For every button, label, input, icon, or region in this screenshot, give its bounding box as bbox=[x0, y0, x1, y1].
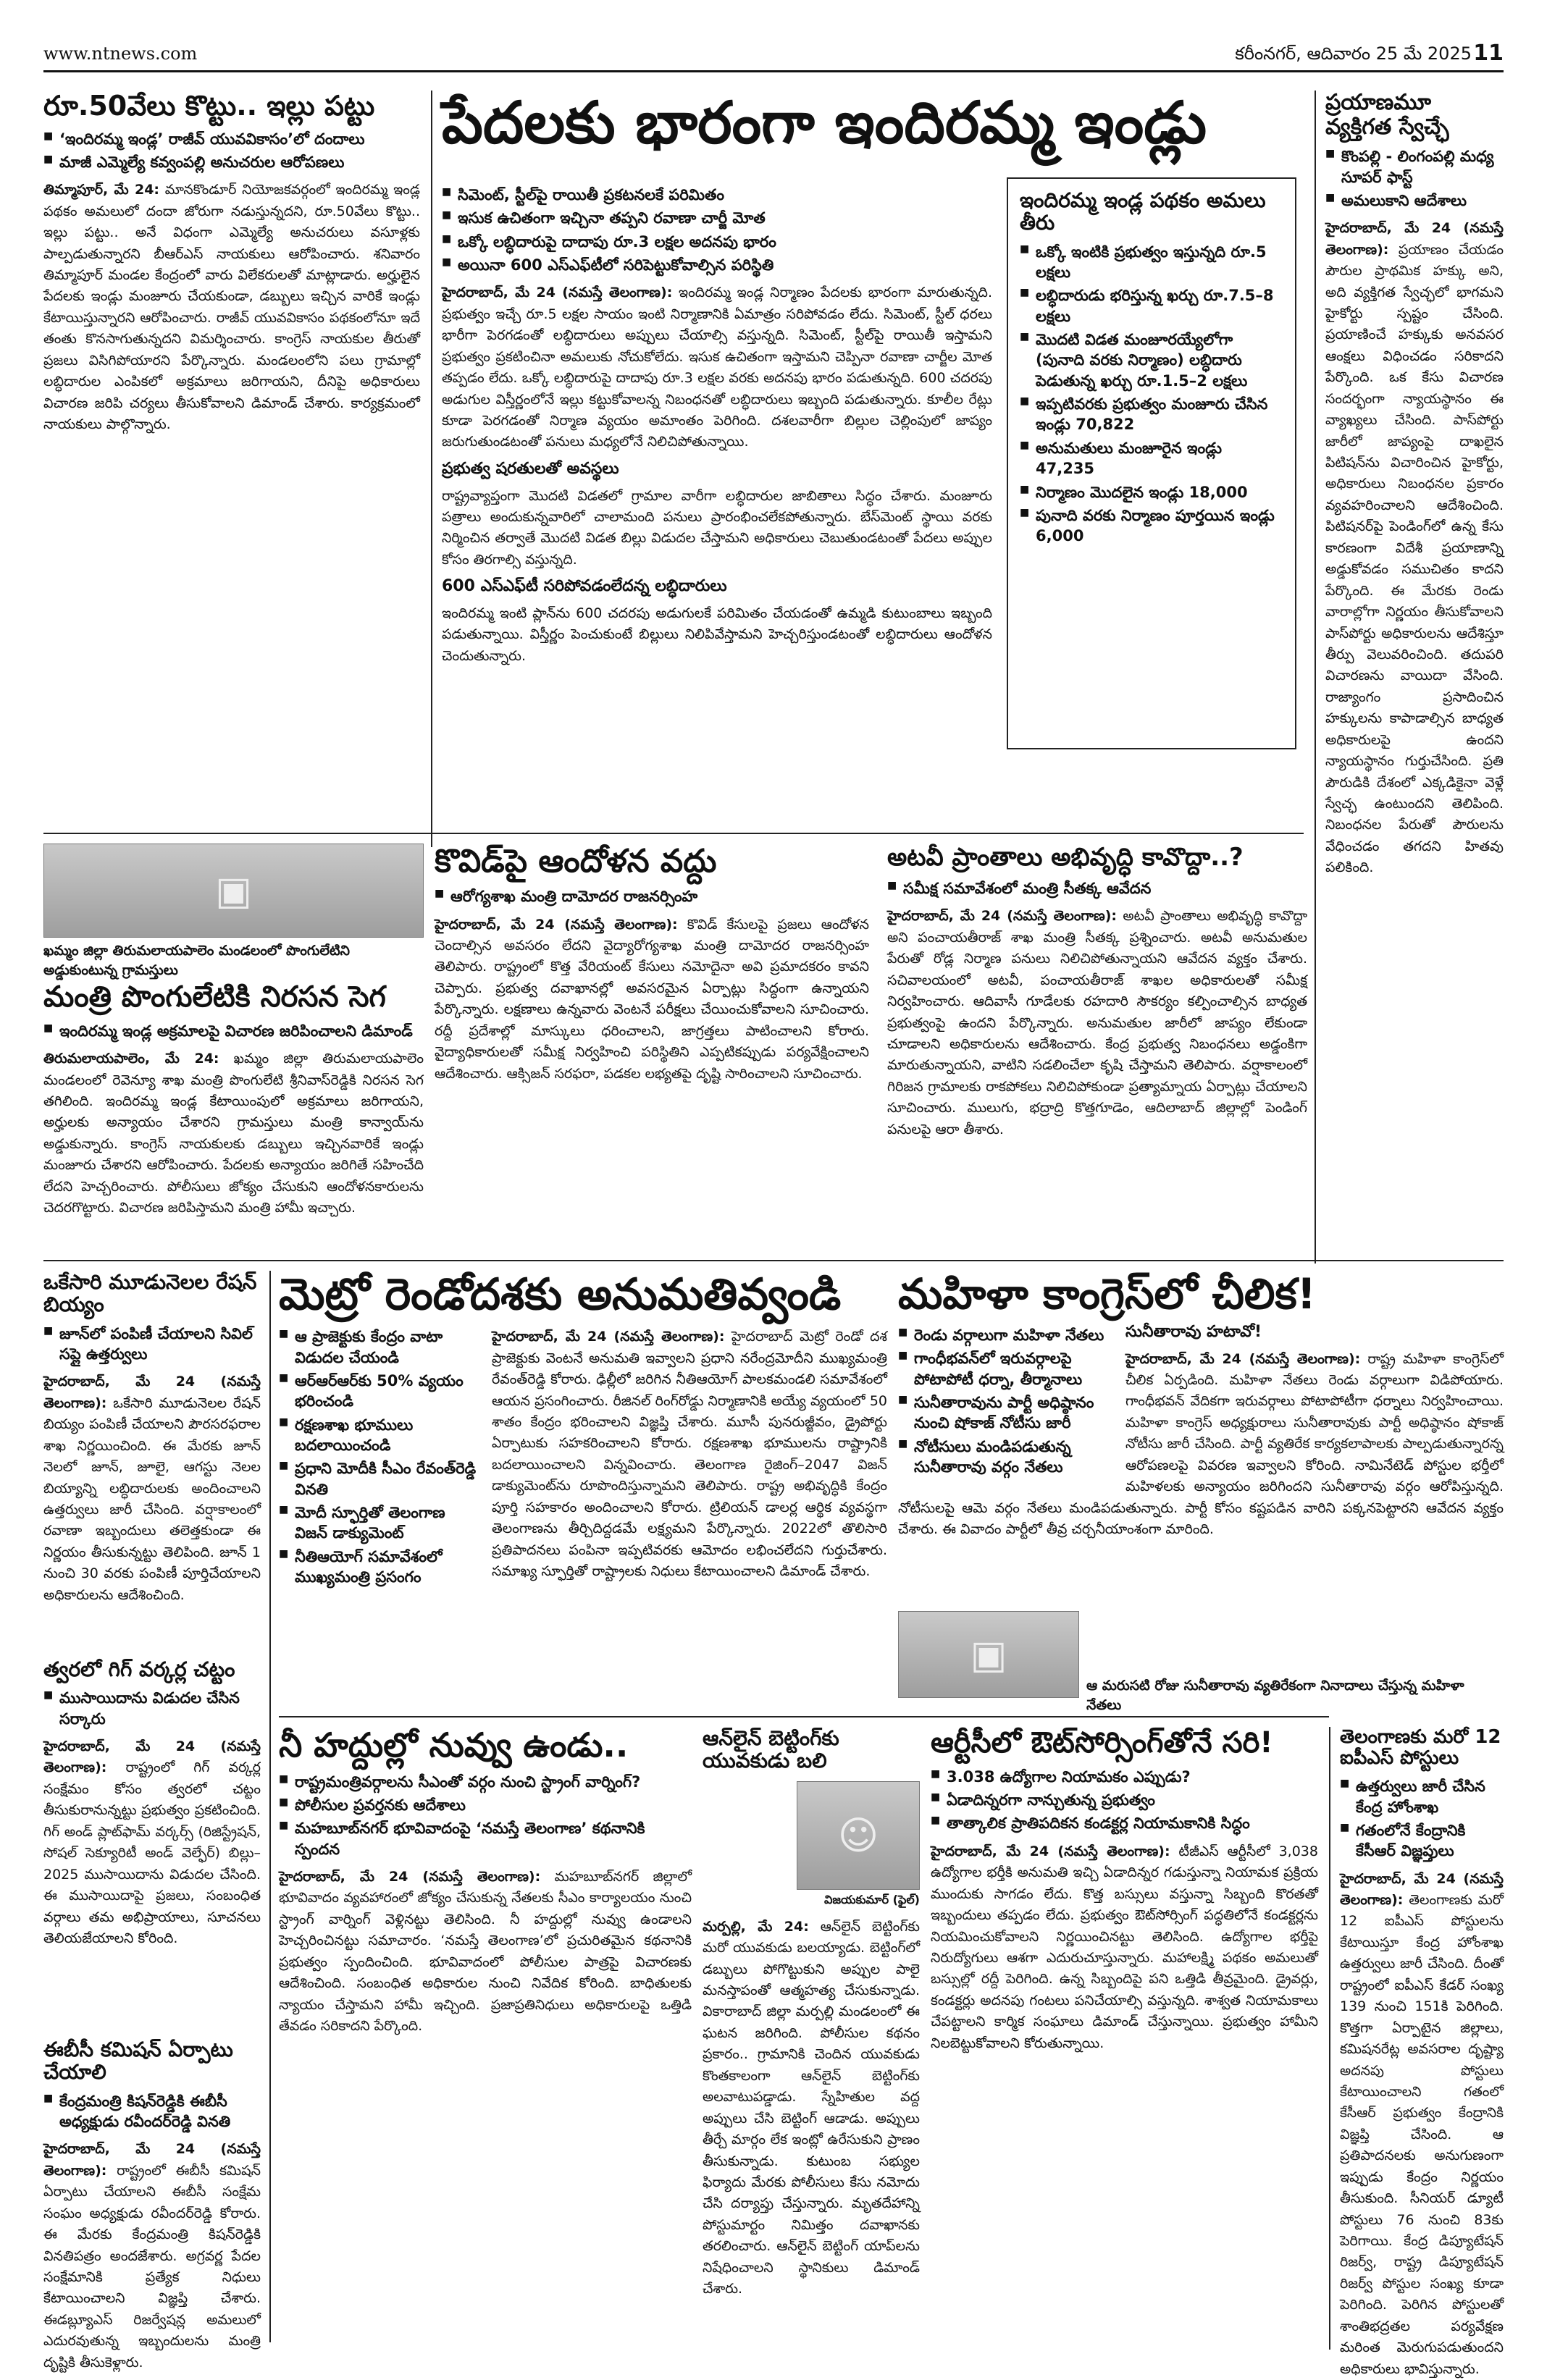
subhead: ■ సిమెంట్, స్టీల్‌పై రాయితీ ప్రకటనలకే పరిమితం bbox=[442, 185, 992, 205]
dateline: హైదరాబాద్, మే 24 (నమస్తే తెలంగాణ): bbox=[931, 1843, 1170, 1859]
subhead: ■ నోటీసులు మండిపడుతున్న సునీతారావు వర్గం నేతలు bbox=[898, 1437, 1115, 1478]
headline: మంత్రి పొంగులేటికి నిరసన సెగ bbox=[43, 980, 386, 1014]
subhead: ■ 3.038 ఉద్యోగాల నియామకం ఎప్పుడు? bbox=[931, 1767, 1318, 1787]
subhead: ■ ఇందిరమ్మ ఇండ్ల అక్రమాలపై విచారణ జరిపించాలని డిమాండ్ bbox=[43, 1021, 424, 1041]
box-item: ■ లబ్ధిదారుడు భరిస్తున్న ఖర్చు రూ.7.5–8 లక్షలు bbox=[1020, 285, 1283, 327]
article-travel bbox=[1325, 91, 1504, 1263]
subhead: ■ గతంలోనే కేంద్రానికి కేసీఆర్ విజ్ఞప్తులు bbox=[1340, 1820, 1504, 1862]
subhead: ■ ఉత్తర్వులు జారీ చేసిన కేంద్ర హోంశాఖ bbox=[1340, 1776, 1504, 1817]
body-text: రాష్ట్రంలో ఈబీసీ కమిషన్ ఏర్పాటు చేయాలని ఈబీసీ సంక్షేమ సంఘం అధ్యక్షుడు రవీందర్‌రెడ్డి కోరారు. ఈ మేరకు కేంద్రమంత్రి కిషన్‌రెడ్డికి వినతిపత్రం అందజేశారు. అగ్రవర్ణ పేదల సంక్షేమానికి ప్రత్యేక నిధులు కేటాయించాలని విజ్ఞప్తి చేశారు. ఈడబ్ల్యూఎస్ రిజర్వేషన్ల అమలులో ఎదురవుతున్న ఇబ్బందులను మంత్రి దృష్టికి తీసుకెళ్లారు. bbox=[43, 2162, 261, 2371]
article-betting bbox=[703, 1727, 920, 2350]
article-rs50 bbox=[43, 91, 420, 851]
column-rule bbox=[269, 1271, 271, 2342]
article-ips bbox=[1340, 1726, 1504, 2377]
subhead: ■ ఆర్ఆర్ఆర్‌కు 50% వ్యయం భరించండి bbox=[279, 1371, 482, 1412]
subhead: ■ పోలీసుల ప్రవర్తనకు ఆదేశాలు bbox=[279, 1795, 692, 1815]
article-body bbox=[435, 914, 869, 1085]
article-body bbox=[931, 1841, 1318, 2054]
subheads bbox=[435, 886, 869, 907]
dateline: హైదరాబాద్, మే 24 (నమస్తే తెలంగాణ): bbox=[1340, 1870, 1504, 1909]
subhead: ■ అయినా 600 ఎస్ఎఫ్‌టీలో సరిపెట్టుకోవాల్సిన పరిస్థితి bbox=[442, 255, 992, 275]
subhead: ■ ఆ ప్రాజెక్టుకు కేంద్రం వాటా విడుదల చేయండి bbox=[279, 1326, 482, 1368]
dateline: తిరుమలాయపాలెం, మే 24: bbox=[43, 1051, 219, 1067]
subhead: ■ ఒక్కో లబ్ధిదారుపై దాదాపు రూ.3 లక్షల అదనపు భారం bbox=[442, 232, 992, 252]
body-text: అటవీ ప్రాంతాలు అభివృద్ధి కావొద్దా అని పంచాయతీరాజ్ శాఖ మంత్రి సీతక్క ప్రశ్నించారు. అటవీ అనుమతుల పేరుతో రోడ్ల నిర్మాణ పనులు నిలిచిపోతున్నాయని ఆవేదన వ్యక్తం చేశారు. సచివాలయంలో అటవీ, పంచాయతీరాజ్ శాఖల అధికారులతో సమీక్ష నిర్వహించారు. ఆదివాసీ గూడేలకు రహదారి సౌకర్యం కల్పించాల్సిన బాధ్యత ప్రభుత్వంపై ఉందని పేర్కొన్నారు. అనుమతుల జారీలో జాప్యం లేకుండా చూడాలని అధికారులను ఆదేశించారు. కేంద్ర ప్రభుత్వ నిబంధనలు అడ్డంకిగా మారుతున్నాయని, వాటిని సడలించేలా కృషి చేస్తామని తెలిపారు. వర్షాకాలంలో గిరిజన గ్రామాలకు రాకపోకలు నిలిచిపోకుండా ప్రత్యామ్నాయ ఏర్పాట్లు చేయాలని సూచించారు. ములుగు, భద్రాద్రి కొత్తగూడెం, ఆదిలాబాద్ జిల్లాల్లో పెండింగ్ పనులపై ఆరా తీశారు. bbox=[887, 908, 1307, 1138]
box-item: ■ మొదటి విడత మంజూరయ్యేలోగా (పునాది వరకు నిర్మాణం) లబ్ధిదారు పెడుతున్న ఖర్చు రూ.1.5–2 లక్షలు bbox=[1020, 329, 1283, 391]
subheads bbox=[43, 129, 420, 173]
column-rule bbox=[1329, 1727, 1330, 2350]
dateline: హైదరాబాద్, మే 24 (నమస్తే తెలంగాణ): bbox=[1125, 1350, 1361, 1367]
subhead: ■ జూన్‌లో పంపిణీ చేయాలని సివిల్ సప్లై ఉత్తర్వులు bbox=[43, 1324, 261, 1365]
dateline: హైదరాబాద్, మే 24 (నమస్తే తెలంగాణ): bbox=[887, 908, 1117, 925]
article-body bbox=[43, 180, 420, 435]
news-photo bbox=[898, 1611, 1079, 1698]
site-url[interactable]: www.ntnews.com bbox=[43, 43, 198, 64]
article-rtc bbox=[931, 1727, 1318, 2350]
page-header bbox=[43, 43, 1504, 72]
section-subhead: ప్రభుత్వ షరతులతో అవస్థలు bbox=[442, 459, 619, 478]
box-item: ■ నిర్మాణం మొదలైన ఇండ్లు 18,000 bbox=[1020, 482, 1283, 503]
subhead: ■ మోదీ స్ఫూర్తితో తెలంగాణ విజన్ డాక్యుమెంట్ bbox=[279, 1502, 482, 1544]
page-number: 11 bbox=[1473, 41, 1504, 66]
body-text: తెలంగాణకు మరో 12 ఐపీఎస్ పోస్టులను కేటాయిస్తూ కేంద్ర హోంశాఖ ఉత్తర్వులు జారీ చేసింది. దీంతో రాష్ట్రంలో ఐపీఎస్ కేడర్ సంఖ్య 139 నుంచి 151కి పెరిగింది. కొత్తగా ఏర్పాటైన జిల్లాలు, కమిషనరేట్ల అవసరాల దృష్ట్యా అదనపు పోస్టులు కేటాయించాలని గతంలో కేసీఆర్ ప్రభుత్వం కేంద్రానికి విజ్ఞప్తి చేసింది. ఆ ప్రతిపాదనలకు అనుగుణంగా ఇప్పుడు కేంద్రం నిర్ణయం తీసుకుంది. సీనియర్ డ్యూటీ పోస్టులు 76 నుంచి 83కు పెరిగాయి. కేంద్ర డిప్యూటేషన్ రిజర్వ్, రాష్ట్ర డిప్యూటేషన్ రిజర్వ్ పోస్టుల సంఖ్య కూడా పెరిగింది. పెరిగిన పోస్టులతో శాంతిభద్రతల పర్యవేక్షణ మరింత మెరుగుపడుతుందని అధికారులు భావిస్తున్నారు. bbox=[1340, 1892, 1504, 2377]
headline: ఈబీసీ కమిషన్ ఏర్పాటు చేయాలి bbox=[43, 2038, 233, 2085]
victim-photo bbox=[797, 1781, 920, 1890]
subhead: ■ మహబూబ్‌నగర్ భూవివాదంపై ‘నమస్తే తెలంగాణ’ కథనానికి స్పందన bbox=[279, 1818, 692, 1859]
subhead: ■ ఏడాదిన్నరగా నాన్చుతున్న ప్రభుత్వం bbox=[931, 1790, 1318, 1810]
article-ebc bbox=[43, 2038, 261, 2371]
article-body bbox=[279, 1867, 692, 2038]
subheads bbox=[898, 1325, 1115, 1480]
article-metro bbox=[279, 1271, 887, 1705]
article-mahila bbox=[898, 1269, 1504, 1713]
dateline: హైదరాబాద్, మే 24 (నమస్తే తెలంగాణ): bbox=[1325, 220, 1504, 258]
dateline: తిమ్మాపూర్, మే 24: bbox=[43, 182, 160, 198]
subhead: ■ అమలుకాని ఆదేశాలు bbox=[1325, 190, 1504, 211]
subhead: ■ సునీతారావును పార్టీ అధిష్ఠానం నుంచి షోకాజ్ నోటీసు జారీ bbox=[898, 1392, 1115, 1434]
headline: మహిళా కాంగ్రెస్‌లో చీలిక! bbox=[898, 1269, 1317, 1319]
dateline: హైదరాబాద్, మే 24 (నమస్తే తెలంగాణ): bbox=[43, 2141, 261, 2179]
subhead: ■ ‘ఇందిరమ్మ ఇండ్ల’ రాజీవ్ యువవికాసం’లో దందాలు bbox=[43, 129, 420, 149]
body-text: రాష్ట్ర మహిళా కాంగ్రెస్‌లో చీలిక ఏర్పడింది. మహిళా నేతలు రెండు వర్గాలుగా విడిపోయారు. గాంధీభవన్ వేదికగా ఇరువర్గాలు పోటాపోటీగా ధర్నాలు నిర్వహించాయి. మహిళా కాంగ్రెస్ అధ్యక్షురాలు సునీతారావుకు పార్టీ అధిష్ఠానం షోకాజ్ నోటీసు జారీ చేసింది. పార్టీ వ్యతిరేక కార్యకలాపాలకు పాల్పడుతున్నారన్న ఆరోపణలపై వివరణ ఇవ్వాలని కోరింది. నామినేటెడ్ పోస్టుల భర్తీలో మహిళలకు అన్యాయం జరిగిందని సునీతారావు వర్గం ఆరోపిస్తున్నది. నోటీసులపై ఆమె వర్గం నేతలు మండిపడుతున్నారు. పార్టీ కోసం కష్టపడిన వారిని పక్కనపెట్టారని ఆవేదన వ్యక్తం చేశారు. ఈ వివాదం పార్టీలో తీవ్ర చర్చనీయాంశంగా మారింది. bbox=[898, 1350, 1504, 1538]
news-photo bbox=[43, 844, 424, 938]
body-text: మానకొండూర్ నియోజకవర్గంలో ఇందిరమ్మ ఇండ్ల పథకం అమలులో దందా జోరుగా నడుస్తున్నదని, రూ.50వేలు కొట్టు.. ఇల్లు పట్టు.. అనే విధంగా ఎమ్మెల్యే అనుచరులు వసూళ్లకు పాల్పడుతున్నారని బీఆర్ఎస్ నాయకులు ఆరోపించారు. శనివారం తిమ్మాపూర్ మండల కేంద్రంలో వారు విలేకరులతో మాట్లాడారు. అర్హులైన పేదలకు ఇండ్లు మంజూరు చేయకుండా, డబ్బులు ఇచ్చిన వారికే ఇండ్లు కేటాయిస్తున్నారని ఆరోపించారు. రాజీవ్ యువవికాసం పథకంలోనూ ఇదే తంతు కొనసాగుతున్నదని విమర్శించారు. కాంగ్రెస్ నాయకుల తీరుతో ప్రజలు విసిగిపోయారని పేర్కొన్నారు. మండలంలోని పలు గ్రామాల్లో లబ్ధిదారుల ఎంపికలో అక్రమాలు జరిగాయని, దీనిపై అధికారులు విచారణ జరిపి చర్యలు తీసుకోవాలని డిమాండ్ చేశారు. కార్యక్రమంలో నాయకులు పాల్గొన్నారు. bbox=[43, 182, 420, 433]
subhead: ■ సమీక్ష సమావేశంలో మంత్రి సీతక్క ఆవేదన bbox=[887, 878, 1307, 899]
box-title: ఇందిరమ్మ ఇండ్ల పథకం అమలు తీరు bbox=[1020, 188, 1266, 235]
photo-caption: విజయకుమార్ (ఫైల్) bbox=[823, 1892, 920, 1906]
article-body bbox=[43, 1371, 261, 1606]
headline: ఒకేసారి మూడునెలల రేషన్ బియ్యం bbox=[43, 1270, 257, 1317]
row-rule bbox=[43, 1260, 1504, 1261]
subhead: ■ ఇసుక ఉచితంగా ఇచ్చినా తప్పని రవాణా చార్జీ మోత bbox=[442, 208, 992, 228]
subheads bbox=[887, 878, 1307, 899]
headline: అటవీ ప్రాంతాలు అభివృద్ధి కావొద్దా..? bbox=[887, 843, 1244, 872]
subheads bbox=[279, 1326, 482, 1590]
article-body bbox=[703, 1917, 920, 2300]
subheads bbox=[43, 1324, 261, 1365]
dateline: హైదరాబాద్, మే 24 (నమస్తే తెలంగాణ): bbox=[435, 916, 678, 933]
subhead: ■ కేంద్రమంత్రి కిషన్‌రెడ్డికి ఈబీసీ అధ్యక్షుడు రవీందర్‌రెడ్డి వినతి bbox=[43, 2091, 261, 2132]
issue-date: కరీంనగర్, ఆదివారం 25 మే 2025 bbox=[1235, 43, 1472, 64]
article-body bbox=[887, 906, 1307, 1140]
column-rule bbox=[1315, 91, 1316, 1263]
article-ponguleti bbox=[43, 981, 424, 1249]
subhead: ■ కొంపల్లి - లింగంపల్లి మధ్య సూపర్ ఫాస్ట్ bbox=[1325, 146, 1504, 188]
quote-label: సునీతారావు హటావో! bbox=[1125, 1322, 1262, 1341]
body-text: ప్రయాణం చేయడం పౌరుల ప్రాథమిక హక్కు అని, అది వ్యక్తిగత స్వేచ్ఛలో భాగమని హైకోర్టు స్పష్టం చేసింది. ప్రయాణించే హక్కుకు అనవసర ఆంక్షలు విధించడం సరికాదని పేర్కొంది. ఒక కేసు విచారణ సందర్భంగా న్యాయస్థానం ఈ వ్యాఖ్యలు చేసింది. పాస్‌పోర్టు జారీలో జాప్యంపై దాఖలైన పిటిషన్‌ను విచారించిన హైకోర్టు, అధికారులు నిబంధనల ప్రకారం వ్యవహరించాలని ఆదేశించింది. పిటిషనర్‌పై పెండింగ్‌లో ఉన్న కేసు కారణంగా విదేశీ ప్రయాణాన్ని అడ్డుకోవడం సముచితం కాదని పేర్కొంది. ఈ మేరకు రెండు వారాల్లోగా నిర్ణయం తీసుకోవాలని పాస్‌పోర్టు అధికారులను ఆదేశిస్తూ తీర్పు వెలువరించింది. తదుపరి విచారణను వాయిదా వేసింది. రాజ్యాంగం ప్రసాదించిన హక్కులను కాపాడాల్సిన బాధ్యత అధికారులపై ఉందని న్యాయస్థానం గుర్తుచేసింది. ప్రతి పౌరుడికి దేశంలో ఎక్కడికైనా వెళ్లే స్వేచ్ఛ ఉంటుందని తెలిపింది. నిబంధనల పేరుతో పౌరులను వేధించడం తగదని హితవు పలికింది. bbox=[1325, 241, 1504, 876]
article-body bbox=[1325, 218, 1504, 879]
box-item: ■ ఒక్కో ఇంటికి ప్రభుత్వం ఇస్తున్నది రూ.5 లక్షలు bbox=[1020, 242, 1283, 283]
body-text: కొవిడ్ కేసులపై ప్రజలు ఆందోళన చెందాల్సిన అవసరం లేదని వైద్యారోగ్యశాఖ మంత్రి దామోదర రాజనర్సింహ తెలిపారు. రాష్ట్రంలో కొత్త వేరియంట్ కేసులు నమోదైనా అవి ప్రమాదకరం కావని చెప్పారు. ప్రభుత్వ దవాఖానల్లో అవసరమైన ఏర్పాట్లు సిద్ధంగా ఉన్నాయని పేర్కొన్నారు. లక్షణాలు ఉన్నవారు వెంటనే పరీక్షలు చేయించుకోవాలని సూచించారు. రద్దీ ప్రదేశాల్లో మాస్కులు ధరించాలని, జాగ్రత్తలు పాటించాలని కోరారు. వైద్యాధికారులతో సమీక్ష నిర్వహించి పరిస్థితిని ఎప్పటికప్పుడు పర్యవేక్షించాలని ఆదేశించారు. ఆక్సిజన్ సరఫరా, పడకల లభ్యతపై దృష్టి సారించాలని సూచించారు. bbox=[435, 916, 869, 1082]
image-icon: ▣ bbox=[214, 867, 253, 914]
box-item: ■ పునాది వరకు నిర్మాణం పూర్తయిన ఇండ్లు 6,000 bbox=[1020, 505, 1283, 547]
subhead: ■ రక్షణశాఖ భూములు బదలాయించండి bbox=[279, 1415, 482, 1456]
headline: మెట్రో రెండోదశకు అనుమతివ్వండి bbox=[279, 1269, 842, 1320]
article-body bbox=[43, 1736, 261, 1949]
info-box bbox=[1007, 177, 1296, 749]
subheads bbox=[442, 185, 992, 275]
dateline: హైదరాబాద్, మే 24 (నమస్తే తెలంగాణ): bbox=[43, 1374, 261, 1411]
subhead: ■ మాజీ ఎమ్మెల్యే కవ్వంపల్లి అనుచరుల ఆరోపణలు bbox=[43, 152, 420, 172]
subheads bbox=[43, 2091, 261, 2132]
headline: రూ.50వేలు కొట్టు.. ఇల్లు పట్టు bbox=[43, 90, 375, 122]
body-text: ఒకేసారి మూడునెలల రేషన్ బియ్యం పంపిణీ చేయాలని పౌరసరఫరాల శాఖ నిర్ణయించింది. ఈ మేరకు జూన్ నెలలో జూన్, జూలై, ఆగస్టు నెలల బియ్యాన్ని లబ్ధిదారులకు అందించాలని ఉత్తర్వులు జారీ చేసింది. వర్షాకాలంలో రవాణా ఇబ్బందులు తలెత్తకుండా ఈ నిర్ణయం తీసుకున్నట్టు తెలిపింది. జూన్ 1 నుంచి 30 వరకు పంపిణీ పూర్తిచేయాలని అధికారులను ఆదేశించింది. bbox=[43, 1395, 261, 1603]
article-gig bbox=[43, 1658, 261, 2027]
body-text: టీజీఎస్ ఆర్టీసీలో 3,038 ఉద్యోగాల భర్తీకి అనుమతి ఇచ్చి ఏడాదిన్నర గడుస్తున్నా నియామక ప్రక్రియ ముందుకు సాగడం లేదు. కొత్త బస్సులు వస్తున్నా సిబ్బంది కొరతతో ఇబ్బందులు తప్పడం లేదు. ప్రభుత్వం ఔట్‌సోర్సింగ్ పద్ధతిలోనే కండక్టర్లను నియమించుకోవాలని నిర్ణయించినట్టు తెలిసింది. ఉద్యోగాల భర్తీపై నిరుద్యోగులు ఆశగా ఎదురుచూస్తున్నారు. మహాలక్ష్మి పథకం అమలుతో బస్సుల్లో రద్దీ పెరిగింది. ఉన్న సిబ్బందిపై పని ఒత్తిడి తీవ్రమైంది. డ్రైవర్లు, కండక్టర్లు అదనపు గంటలు పనిచేయాల్సి వస్తున్నది. శాశ్వత నియామకాలు చేపట్టాలని కార్మిక సంఘాలు డిమాండ్ చేస్తున్నాయి. ప్రభుత్వం హామీని నిలబెట్టుకోవాలని కోరుతున్నాయి. bbox=[931, 1843, 1318, 2051]
headline: పేదలకు భారంగా ఇందిరమ్మ ఇండ్లు bbox=[442, 89, 1207, 156]
body-text: ఆన్‌లైన్ బెట్టింగ్‌కు మరో యువకుడు బలయ్యాడు. బెట్టింగ్‌లో డబ్బులు పోగొట్టుకుని అప్పుల పాలై మనస్తాపంతో ఆత్మహత్య చేసుకున్నాడు. వికారాబాద్ జిల్లా మర్పల్లి మండలంలో ఈ ఘటన జరిగింది. పోలీసుల కథనం ప్రకారం.. గ్రామానికి చెందిన యువకుడు కొంతకాలంగా ఆన్‌లైన్ బెట్టింగ్‌కు అలవాటుపడ్డాడు. స్నేహితుల వద్ద అప్పులు చేసి బెట్టింగ్ ఆడాడు. అప్పులు తీర్చే మార్గం లేక ఇంట్లో ఉరేసుకుని ప్రాణం తీసుకున్నాడు. కుటుంబ సభ్యుల ఫిర్యాదు మేరకు పోలీసులు కేసు నమోదు చేసి దర్యాప్తు చేస్తున్నారు. మృతదేహాన్ని పోస్టుమార్టం నిమిత్తం దవాఖానకు తరలించారు. ఆన్‌లైన్ బెట్టింగ్ యాప్‌లను నిషేధించాలని స్థానికులు డిమాండ్ చేశారు. bbox=[703, 1918, 920, 2297]
headline: త్వరలో గిగ్ వర్కర్ల చట్టం bbox=[43, 1657, 235, 1681]
subhead: ■ ముసాయిదాను విడుదల చేసిన సర్కారు bbox=[43, 1688, 261, 1729]
subhead: ■ రాష్ట్రమంత్రివర్గాలను సీఎంతో వర్గం నుంచి స్ట్రాంగ్ వార్నింగ్? bbox=[279, 1772, 692, 1792]
article-hadduu bbox=[279, 1727, 692, 2350]
subheads bbox=[43, 1688, 261, 1729]
body-text: ఇందిరమ్మ ఇండ్ల నిర్మాణం పేదలకు భారంగా మారుతున్నది. ప్రభుత్వం ఇచ్చే రూ.5 లక్షల సాయం ఇంటి నిర్మాణానికి ఏమాత్రం సరిపోవడం లేదు. సిమెంట్, స్టీల్ ధరలు భారీగా పెరగడంతో లబ్ధిదారులు అప్పులు చేయాల్సి వస్తున్నది. సిమెంట్, స్టీల్‌పై రాయితీ ఇస్తామని ప్రభుత్వం ప్రకటించినా అమలుకు నోచుకోలేదు. ఇసుక ఉచితంగా ఇస్తామని చెప్పినా రవాణా చార్జీల మోత తప్పడం లేదు. ఒక్కో లబ్ధిదారుపై దాదాపు రూ.3 లక్షల వరకు అదనపు భారం పడుతున్నది. 600 చదరపు అడుగుల విస్తీర్ణంలోనే ఇల్లు కట్టుకోవాలన్న నిబంధనతో లబ్ధిదారులు ఇబ్బంది పడుతున్నారు. కూలీల రేట్లు కూడా పెరగడంతో నిర్మాణ వ్యయం అమాంతం పెరిగింది. దశలవారీగా బిల్లుల చెల్లింపులో జాప్యం జరుగుతుండటంతో పనులు మధ్యలోనే నిలిచిపోతున్నాయి. bbox=[442, 285, 993, 450]
dateline: హైదరాబాద్, మే 24 (నమస్తే తెలంగాణ): bbox=[442, 285, 673, 301]
article-body bbox=[1340, 1869, 1504, 2380]
subhead: ■ రెండు వర్గాలుగా మహిళా నేతలు bbox=[898, 1325, 1115, 1345]
headline: ఆన్‌లైన్ బెట్టింగ్‌కు యువకుడు బలి bbox=[703, 1726, 839, 1773]
article-forest bbox=[887, 844, 1307, 1249]
body-text-2: రాష్ట్రవ్యాప్తంగా మొదటి విడతలో గ్రామాల వారీగా లబ్ధిదారుల జాబితాలు సిద్ధం చేశారు. మంజూరు పత్రాలు అందుకున్నవారిలో చాలామంది పనులు ప్రారంభించలేకపోతున్నారు. బేస్‌మెంట్ స్థాయి వరకు నిర్మించిన తర్వాతే మొదటి విడత బిల్లు విడుదల చేస్తామని అధికారులు చెబుతుండటంతో పేదలు అప్పుల కోసం తిరగాల్సి వస్తున్నది. bbox=[442, 487, 992, 568]
box-item: ■ అనుమతులు మంజూరైన ఇండ్లు 47,235 bbox=[1020, 438, 1283, 479]
subhead: ■ తాత్కాలిక ప్రాతిపదికన కండక్టర్ల నియామకానికి సిద్ధం bbox=[931, 1813, 1318, 1833]
article-osc bbox=[43, 1271, 261, 1647]
subhead: ■ నీతిఆయోగ్ సమావేశంలో ముఖ్యమంత్రి ప్రసంగం bbox=[279, 1547, 482, 1588]
box-items bbox=[1020, 242, 1283, 547]
photo-caption: ఖమ్మం జిల్లా తిరుమలాయపాలెం మండలంలో పొంగులేటిని అడ్డుకుంటున్న గ్రామస్తులు bbox=[43, 943, 350, 978]
body-text: మహబూబ్‌నగర్ జిల్లాలో భూవివాదం వ్యవహారంలో జోక్యం చేసుకున్న నేతలకు సీఎం కార్యాలయం నుంచి స్ట్రాంగ్ వార్నింగ్ వెళ్లినట్టు తెలిసింది. నీ హద్దుల్లో నువ్వు ఉండాలని హెచ్చరించినట్టు సమాచారం. ‘నమస్తే తెలంగాణ’లో ప్రచురితమైన కథనానికి ప్రభుత్వం స్పందించింది. భూవివాదంలో పోలీసుల పాత్రపై విచారణకు ఆదేశించింది. సంబంధిత అధికారుల నుంచి నివేదిక కోరింది. బాధితులకు న్యాయం చేస్తామని హామీ ఇచ్చింది. ప్రజాప్రతినిధులు అధికారులపై ఒత్తిడి తేవడం సరికాదని పేర్కొంది. bbox=[279, 1868, 692, 2034]
column-rule bbox=[431, 91, 432, 847]
subhead: ■ ప్రధాని మోదీకి సీఎం రేవంత్‌రెడ్డి వినతి bbox=[279, 1458, 482, 1500]
photo-caption: ఆ మరుసటి రోజు సునీతారావు వ్యతిరేకంగా నినాదాలు చేస్తున్న మహిళా నేతలు bbox=[1086, 1678, 1464, 1713]
article-body bbox=[43, 1048, 424, 1219]
subheads bbox=[1340, 1776, 1504, 1861]
dateline: హైదరాబాద్, మే 24 (నమస్తే తెలంగాణ): bbox=[279, 1868, 541, 1885]
image-icon: ☺ bbox=[837, 1812, 879, 1859]
dateline: హైదరాబాద్, మే 24 (నమస్తే తెలంగాణ): bbox=[43, 1738, 261, 1776]
dateline: హైదరాబాద్, మే 24 (నమస్తే తెలంగాణ): bbox=[492, 1329, 725, 1345]
article-body bbox=[43, 2139, 261, 2373]
body-text: రాష్ట్రంలో గిగ్ వర్కర్ల సంక్షేమం కోసం త్వరలో చట్టం తీసుకురానున్నట్టు ప్రభుత్వం ప్రకటించింది. గిగ్ అండ్ ప్లాట్‌ఫామ్ వర్కర్స్ (రిజిస్ట్రేషన్, సోషల్ సెక్యూరిటీ అండ్ వెల్ఫేర్) బిల్లు–2025 ముసాయిదాను విడుదల చేసింది. ఈ ముసాయిదాపై ప్రజలు, సంబంధిత వర్గాలు తమ అభిప్రాయాలు, సూచనలు తెలియజేయాలని కోరింది. bbox=[43, 1759, 261, 1946]
article-columns bbox=[442, 177, 992, 815]
row-rule bbox=[43, 833, 1304, 834]
headline: తెలంగాణకు మరో 12 ఐపీఎస్ పోస్టులు bbox=[1340, 1726, 1501, 1770]
subheads bbox=[1325, 146, 1504, 211]
article-indiramma bbox=[442, 91, 1304, 822]
headline: ఆర్టీసీలో ఔట్‌సోర్సింగ్‌తోనే సరి! bbox=[931, 1726, 1273, 1759]
subhead: ■ ఆరోగ్యశాఖ మంత్రి దామోదర రాజనర్సింహ bbox=[435, 886, 869, 907]
article-body bbox=[442, 282, 992, 453]
row-rule bbox=[279, 1716, 1329, 1717]
body-text: ఖమ్మం జిల్లా తిరుమలాయపాలెం మండలంలో రెవెన్యూ శాఖ మంత్రి పొంగులేటి శ్రీనివాస్‌రెడ్డికి నిరసన సెగ తగిలింది. ఇందిరమ్మ ఇండ్ల కేటాయింపులో అక్రమాలు జరిగాయని, అర్హులకు అన్యాయం చేశారని గ్రామస్తులు మంత్రి కాన్వాయ్‌ను అడ్డుకున్నారు. కాంగ్రెస్ నాయకులకు డబ్బులు ఇచ్చినవారికే ఇండ్లు మంజూరు చేశారని ఆరోపించారు. పేదలకు అన్యాయం జరిగితే సహించేది లేదని హెచ్చరించారు. పోలీసులు జోక్యం చేసుకుని ఆందోళనకారులను చెదరగొట్టారు. విచారణ జరిపిస్తామని మంత్రి హామీ ఇచ్చారు. bbox=[43, 1051, 424, 1216]
subheads bbox=[931, 1767, 1318, 1834]
box-item: ■ ఇప్పటివరకు ప్రభుత్వం మంజూరు చేసిన ఇండ్లు 70,822 bbox=[1020, 394, 1283, 435]
headline: కొవిడ్‌పై ఆందోళన వద్దు bbox=[435, 843, 717, 880]
dateline: మర్పల్లి, మే 24: bbox=[703, 1918, 809, 1935]
subhead: ■ గాంధీభవన్‌లో ఇరువర్గాలపై పోటాపోటీ ధర్నా, తీర్మానాలు bbox=[898, 1348, 1115, 1389]
subheads bbox=[279, 1772, 692, 1859]
section-subhead-2: 600 ఎస్ఎఫ్‌టీ సరిపోవడంలేదన్న లబ్ధిదారులు bbox=[442, 577, 727, 596]
subheads bbox=[43, 1021, 424, 1041]
image-icon: ▣ bbox=[970, 1631, 1007, 1678]
body-text: హైదరాబాద్ మెట్రో రెండో దశ ప్రాజెక్టుకు వెంటనే అనుమతి ఇవ్వాలని ప్రధాని నరేంద్రమోదీని ముఖ్యమంత్రి రేవంత్‌రెడ్డి కోరారు. ఢిల్లీలో జరిగిన నీతిఆయోగ్ పాలకమండలి సమావేశంలో ఆయన ప్రసంగించారు. రీజినల్ రింగ్‌రోడ్డు నిర్మాణానికి అయ్యే వ్యయంలో 50 శాతం కేంద్రం భరించాలని విజ్ఞప్తి చేశారు. మూసీ పునరుజ్జీవం, డ్రైపోర్టు ఏర్పాటుకు సహకరించాలని కోరారు. రక్షణశాఖ భూములను రాష్ట్రానికి బదలాయించాలని విన్నవించారు. తెలంగాణ రైజింగ్–2047 విజన్ డాక్యుమెంట్‌ను రూపొందిస్తున్నామని తెలిపారు. రాష్ట్ర అభివృద్ధికి కేంద్రం పూర్తి సహకారం అందించాలని కోరారు. ట్రిలియన్ డాలర్ల ఆర్థిక వ్యవస్థగా తెలంగాణను తీర్చిదిద్దడమే లక్ష్యమని పేర్కొన్నారు. 2022లో తొలిసారి ప్రతిపాదనలు పంపినా ఇప్పటివరకు ఆమోదం లభించలేదని గుర్తుచేశారు. సమాఖ్య స్ఫూర్తితో రాష్ట్రాలకు నిధులు కేటాయించాలని డిమాండ్ చేశారు. bbox=[492, 1329, 887, 1579]
headline: నీ హద్దుల్లో నువ్వు ఉండు.. bbox=[279, 1725, 629, 1765]
headline: ప్రయాణమూ వ్యక్తిగత స్వేచ్ఛే bbox=[1325, 90, 1449, 140]
article-covid bbox=[435, 844, 869, 1249]
body-text-3: ఇందిరమ్మ ఇంటి ప్లాన్‌ను 600 చదరపు అడుగులకే పరిమితం చేయడంతో ఉమ్మడి కుటుంబాలు ఇబ్బంది పడుతున్నాయి. విస్తీర్ణం పెంచుకుంటే బిల్లులు నిలిపివేస్తామని హెచ్చరిస్తుండటంతో లబ్ధిదారులు ఆందోళన చెందుతున్నారు. bbox=[442, 605, 992, 664]
